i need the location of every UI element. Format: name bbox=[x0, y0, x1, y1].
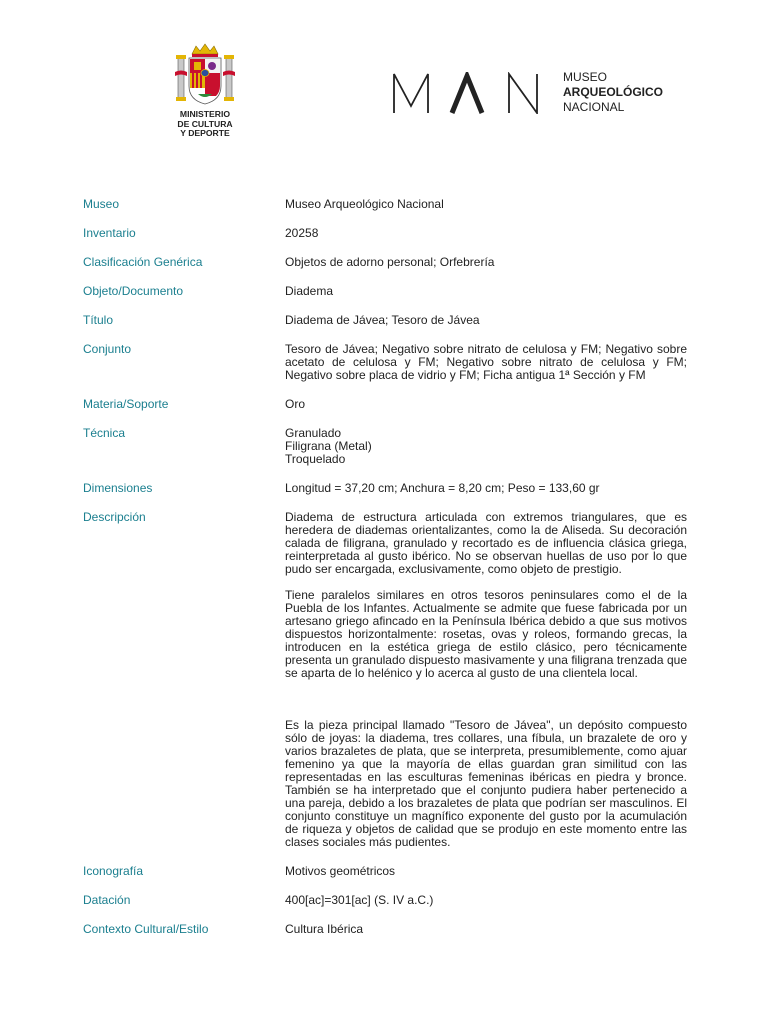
field-row-objeto bbox=[83, 285, 693, 298]
field-label: Técnica bbox=[83, 426, 126, 440]
value-line: 20258 bbox=[285, 226, 319, 240]
field-row-iconografia bbox=[83, 865, 693, 878]
value-line: Oro bbox=[285, 397, 306, 411]
field-value bbox=[285, 198, 687, 211]
field-label: Título bbox=[83, 313, 114, 327]
field-label: Descripción bbox=[83, 510, 146, 524]
field-value bbox=[285, 343, 687, 382]
record-fields bbox=[83, 198, 693, 936]
value-line: 400[ac]=301[ac] (S. IV a.C.) bbox=[285, 893, 434, 907]
museum-name-line: MUSEO bbox=[563, 70, 608, 84]
field-value bbox=[285, 427, 687, 466]
field-value bbox=[285, 285, 687, 298]
value-paragraph: Es la pieza principal llamado "Tesoro de Jávea", un depósito compuesto sólo de joyas: la diadema, tres collares, una fíbula, un brazalete de oro y varios brazaletes de plata, que se interpreta, presumiblemente, como ajuar femenino ya que la mayoría de ellas guardan gran similitud con las representadas en las esculturas femeninas ibéricas en piedra y bronce. También se ha interpretado que el conjunto pudiera haber pertenecido a una pareja, debido a los brazaletes de plata que podrían ser masculinos. El conjunto constituye un magnífico exponente del gusto por la acumulación de riqueza y objetos de calidad que se produjo en este momento entre las clases sociales más pudientes. bbox=[285, 718, 687, 849]
value-line: Longitud = 37,20 cm; Anchura = 8,20 cm; Peso = 133,60 gr bbox=[285, 481, 600, 495]
field-row-tecnica bbox=[83, 427, 693, 466]
field-value bbox=[285, 923, 687, 936]
field-value bbox=[285, 511, 687, 849]
field-value bbox=[285, 256, 687, 269]
field-value bbox=[285, 482, 687, 495]
field-label: Clasificación Genérica bbox=[83, 255, 203, 269]
value-paragraph: Diadema de estructura articulada con extremos triangulares, que es heredera de diademas orientalizantes, como la de Aliseda. Su decoración calada de filigrana, granulado y recortado es de influencia clásica griega, reinterpretada al gusto ibérico. No se observan huellas de uso por lo que pudo ser encargada, exclusivamente, como objeto de prestigio. bbox=[285, 510, 687, 576]
value-line: Diadema de Jávea; Tesoro de Jávea bbox=[285, 313, 480, 327]
ministry-name bbox=[160, 110, 250, 139]
field-value bbox=[285, 227, 687, 240]
page-header bbox=[0, 0, 768, 170]
value-line: Troquelado bbox=[285, 452, 346, 466]
field-row-materia bbox=[83, 398, 693, 411]
field-label: Materia/Soporte bbox=[83, 397, 169, 411]
museum-name-line: NACIONAL bbox=[563, 100, 625, 114]
field-label: Museo bbox=[83, 197, 120, 211]
ministry-line: MINISTERIO bbox=[179, 109, 231, 119]
field-label: Iconografía bbox=[83, 864, 144, 878]
ministry-line: Y DEPORTE bbox=[180, 128, 230, 138]
man-wordmark-logo bbox=[392, 72, 542, 114]
value-line: Diadema bbox=[285, 284, 334, 298]
value-paragraph: Tiene paralelos similares en otros tesoros peninsulares como el de la Puebla de los Infantes. Actualmente se admite que fuese fabricada por un artesano griego afincado en la Península Ibérica debido a que sus motivos dispuestos horizontalmente: rosetas, ovas y roleos, formando grecas, la introducen en la estética griega de estilo clásico, pero técnicamente presenta un granulado dispuesto masivamente y una filigrana trenzada que se aparta de lo helénico y lo acerca al gusto de una clientela local. bbox=[285, 588, 687, 680]
field-row-clasificacion bbox=[83, 256, 693, 269]
field-row-inventario bbox=[83, 227, 693, 240]
field-row-conjunto bbox=[83, 343, 693, 382]
field-label: Datación bbox=[83, 893, 131, 907]
field-value bbox=[285, 865, 687, 878]
field-value bbox=[285, 398, 687, 411]
museum-name-line: ARQUEOLÓGICO bbox=[563, 85, 664, 99]
museum-name bbox=[563, 70, 663, 115]
field-label: Contexto Cultural/Estilo bbox=[83, 922, 209, 936]
value-line: Motivos geométricos bbox=[285, 864, 396, 878]
field-label: Inventario bbox=[83, 226, 136, 240]
value-line: Filigrana (Metal) bbox=[285, 439, 372, 453]
value-line: Cultura Ibérica bbox=[285, 922, 364, 936]
field-row-titulo bbox=[83, 314, 693, 327]
ministry-line: DE CULTURA bbox=[177, 118, 233, 129]
coat-of-arms-icon bbox=[172, 42, 238, 108]
field-value bbox=[285, 894, 687, 907]
field-label: Dimensiones bbox=[83, 481, 153, 495]
field-row-datacion bbox=[83, 894, 693, 907]
field-value bbox=[285, 314, 687, 327]
field-row-descripcion bbox=[83, 511, 693, 849]
value-line: Granulado bbox=[285, 426, 342, 440]
value-line: Museo Arqueológico Nacional bbox=[285, 197, 444, 211]
ministry-logo bbox=[160, 42, 250, 139]
field-label: Conjunto bbox=[83, 342, 132, 356]
field-row-dimensiones bbox=[83, 482, 693, 495]
value-paragraph: Tesoro de Jávea; Negativo sobre nitrato de celulosa y FM; Negativo sobre acetato de celulosa y FM; Negativo sobre nitrato de celulosa y FM; Negativo sobre placa de vidrio y FM; Ficha antigua 1ª Sección y FM bbox=[285, 342, 687, 382]
field-row-museo bbox=[83, 198, 693, 211]
field-label: Objeto/Documento bbox=[83, 284, 184, 298]
field-row-contexto bbox=[83, 923, 693, 936]
value-line: Objetos de adorno personal; Orfebrería bbox=[285, 255, 495, 269]
